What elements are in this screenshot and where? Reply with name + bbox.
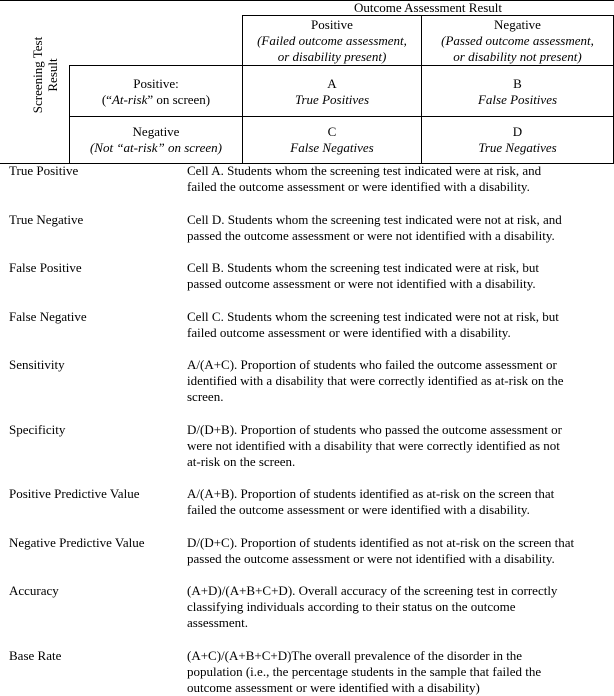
definition-text	[187, 357, 607, 405]
definition-line: passed outcome assessment or were not identified with a disability.	[187, 276, 536, 291]
definition-line: assessment.	[187, 615, 249, 630]
quote-close: ” on screen)	[147, 92, 211, 107]
definition-line: passed the outcome assessment or were not identified with a disability.	[187, 551, 555, 566]
cell-d	[422, 124, 613, 156]
definition-text	[187, 583, 607, 631]
definition-term: False Negative	[9, 309, 87, 324]
row-positive-title: Positive:	[133, 76, 179, 91]
col-negative-title: Negative	[494, 17, 541, 32]
cell-c	[243, 124, 421, 156]
definition-line: identified with a disability that were correctly identified as at-risk on the	[187, 373, 564, 388]
outcome-header-rule	[242, 15, 614, 16]
definition-line: (A+D)/(A+B+C+D). Overall accuracy of the screening test in correctly	[187, 583, 558, 598]
col-positive-title: Positive	[311, 17, 353, 32]
definition-text	[187, 486, 607, 518]
definition-line: outcome assessment or were identified with a disability)	[187, 680, 480, 695]
cell-a	[243, 76, 421, 108]
quote-open: (“	[101, 92, 112, 107]
cell-c-letter: C	[327, 124, 337, 139]
definition-line: failed the outcome assessment or were identified with a disability.	[187, 502, 530, 517]
col-positive-sub1: (Failed outcome assessment,	[257, 33, 407, 48]
cell-a-label: True Positives	[294, 92, 370, 107]
cell-b	[422, 76, 613, 108]
definition-line: D/(D+C). Proportion of students identified as not at-risk on the screen that	[187, 535, 575, 550]
grid-line	[69, 116, 614, 117]
col-negative-sub2: or disability not present)	[453, 49, 582, 64]
definition-term: True Positive	[9, 163, 79, 178]
cell-d-label: True Negatives	[478, 140, 557, 155]
col-header-positive	[243, 17, 421, 65]
screening-header-line1: Screening Test	[30, 36, 45, 114]
definition-text	[187, 212, 607, 244]
definition-line: at-risk on the screen.	[187, 454, 296, 469]
cell-d-letter: D	[512, 124, 523, 139]
definition-text	[187, 260, 607, 292]
cell-b-label: False Positives	[477, 92, 558, 107]
definition-text	[187, 535, 607, 567]
definition-line: passed the outcome assessment or were not identified with a disability.	[187, 228, 555, 243]
definition-term: Specificity	[9, 422, 66, 437]
definition-line: population (i.e., the percentage students in the sample that failed the	[187, 664, 542, 679]
cell-c-label: False Negatives	[290, 140, 374, 155]
row-header-positive	[70, 76, 242, 108]
definition-line: failed outcome assessment or were identified with a disability.	[187, 325, 511, 340]
definition-text	[187, 422, 607, 470]
definition-term: False Positive	[9, 260, 82, 275]
screening-header-line2: Result	[45, 58, 60, 92]
row-negative-sub: (Not “at-risk” on screen)	[89, 140, 223, 155]
row-negative-title: Negative	[132, 124, 180, 139]
row-header-negative	[70, 124, 242, 156]
definition-text	[187, 163, 607, 195]
row-positive-sub-italic: At-risk	[111, 92, 148, 107]
outcome-header: Outcome Assessment Result	[353, 0, 503, 15]
definition-line: D/(D+B). Proportion of students who passed the outcome assessment or	[187, 422, 562, 437]
col-positive-sub2: or disability present)	[277, 49, 387, 64]
definition-term: Positive Predictive Value	[9, 486, 140, 501]
definition-line: Cell D. Students whom the screening test indicated were not at risk, and	[187, 212, 562, 227]
definition-term: Base Rate	[9, 648, 62, 663]
definition-line: were not identified with a disability that were correctly identified as not	[187, 438, 560, 453]
grid-line	[69, 65, 614, 66]
col-header-negative	[422, 17, 613, 65]
definition-line: Cell C. Students whom the screening test indicated were not at risk, but	[187, 309, 559, 324]
definition-text	[187, 309, 607, 341]
row-positive-sub	[70, 92, 242, 108]
definition-term: Negative Predictive Value	[9, 535, 145, 550]
definition-line: screen.	[187, 389, 224, 404]
definition-text	[187, 648, 607, 696]
definition-term: Sensitivity	[9, 357, 65, 372]
col-negative-sub1: (Passed outcome assessment,	[441, 33, 594, 48]
definition-line: A/(A+C). Proportion of students who failed the outcome assessment or	[187, 357, 557, 372]
definition-term: Accuracy	[9, 583, 59, 598]
cell-b-letter: B	[513, 76, 522, 91]
definition-line: A/(A+B). Proportion of students identified as at-risk on the screen that	[187, 486, 555, 501]
definition-line: failed the outcome assessment or were identified with a disability.	[187, 179, 530, 194]
cell-a-letter: A	[327, 76, 337, 91]
definition-line: (A+C)/(A+B+C+D)The overall prevalence of the disorder in the	[187, 648, 523, 663]
definition-line: classifying individuals according to their status on the outcome	[187, 599, 516, 614]
definition-line: Cell B. Students whom the screening test indicated were at risk, but	[187, 260, 540, 275]
definition-line: Cell A. Students whom the screening test indicated were at risk, and	[187, 163, 542, 178]
definition-term: True Negative	[9, 212, 84, 227]
